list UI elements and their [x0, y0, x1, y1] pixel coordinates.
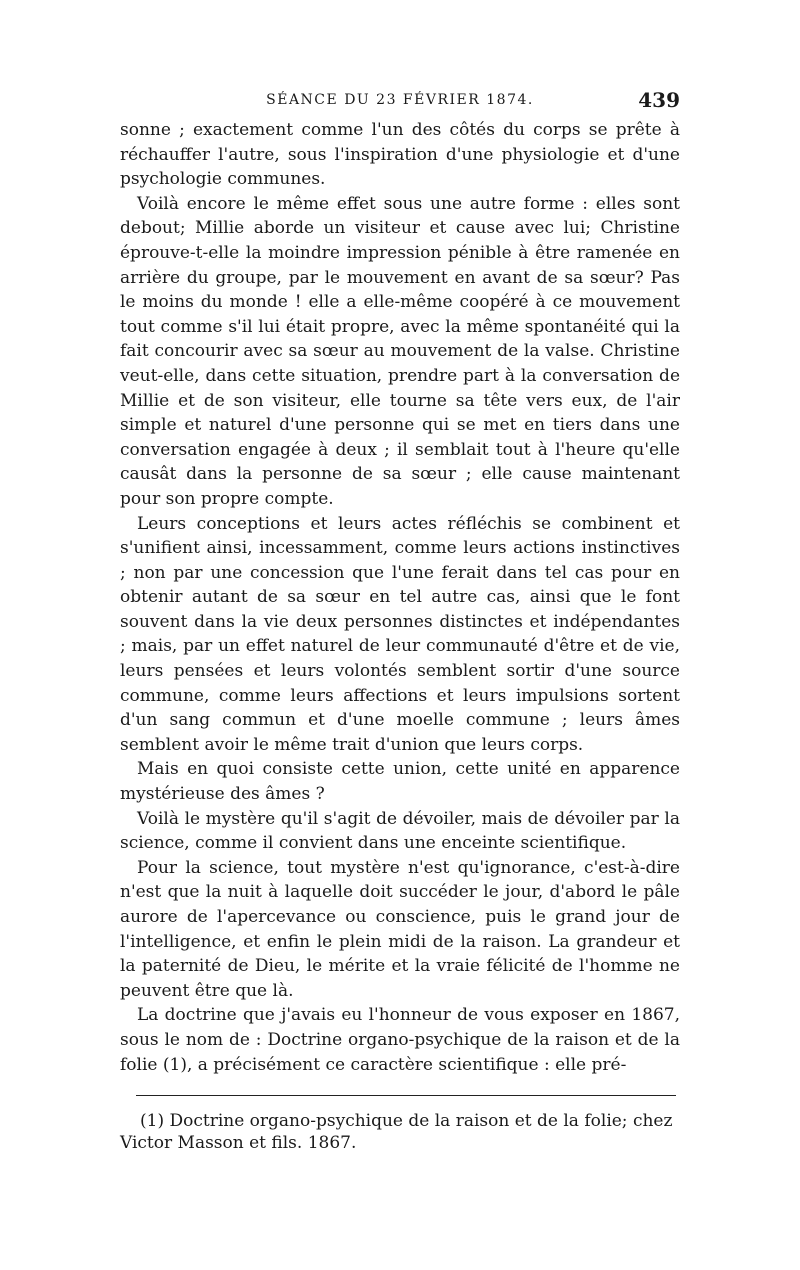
running-title: SÉANCE DU 23 FÉVRIER 1874.: [266, 92, 534, 108]
paragraph: Voilà le mystère qu'il s'agit de dévoiler, mais de dévoiler par la science, comme il convient dans une enceinte scientifique.: [120, 808, 680, 854]
paragraph: Pour la science, tout mystère n'est qu'ignorance, c'est-à-dire n'est que la nuit à laquelle doit succéder le jour, d'abord le pâle aurore de l'apercevance ou conscience, puis le grand jour de l'intelligence, et enfin le plein midi de la raison. La grandeur et la paternité de Dieu, le mérite et la vraie félicité de l'homme ne peuvent être que là.: [120, 857, 680, 1001]
paragraph: Leurs conceptions et leurs actes réfléchis se combinent et s'unifient ainsi, incessamment, comme leurs actions instinctives ; non par une concession que l'une ferait dans tel cas pour en obtenir autant de sa sœur en tel autre cas, ainsi que le font souvent dans la vie deux personnes distinctes et indépendantes ; mais, par un effet naturel de leur communauté d'être et de vie, leurs pensées et leurs volontés semblent sortir d'une source commune, comme leurs affections et leurs impulsions sortent d'un sang commun et d'une moelle commune ; leurs âmes semblent avoir le même trait d'union que leurs corps.: [120, 513, 680, 755]
paragraph: sonne ; exactement comme l'un des côtés du corps se prête à réchauffer l'autre, sous l'inspiration d'une physiologie et d'une psychologie communes.: [120, 120, 680, 190]
footnote: [120, 1110, 680, 1154]
paragraph: La doctrine que j'avais eu l'honneur de vous exposer en 1867, sous le nom de : Doctrine organo-psychique de la raison et de la folie (1), a précisément ce caractère scientifique : elle pré-: [120, 1005, 680, 1075]
footnote-text: (1) Doctrine organo-psychique de la raison et de la folie; chez Victor Masson et fils. 1867.: [120, 1111, 673, 1154]
book-page: [120, 88, 680, 1154]
page-body: [120, 118, 680, 1077]
page-header: [120, 88, 680, 118]
footnote-divider: [136, 1095, 676, 1096]
paragraph: Voilà encore le même effet sous une autre forme : elles sont debout; Millie aborde un visiteur et cause avec lui; Christine éprouve-t-elle la moindre impression pénible à être ramenée en arrière du groupe, par le mouvement en avant de sa sœur? Pas le moins du monde ! elle a elle-même coopéré à ce mouvement tout comme s'il lui était propre, avec la même spontanéité qui la fait concourir avec sa sœur au mouvement de la valse. Christine veut-elle, dans cette situation, prendre part à la conversation de Millie et de son visiteur, elle tourne sa tête vers eux, de l'air simple et naturel d'une personne qui se met en tiers dans une conversation engagée à deux ; il semblait tout à l'heure qu'elle causât dans la personne de sa sœur ; elle cause maintenant pour son propre compte.: [120, 193, 680, 509]
paragraph: Mais en quoi consiste cette union, cette unité en apparence mystérieuse des âmes ?: [120, 759, 680, 805]
page-number: 439: [638, 88, 680, 112]
